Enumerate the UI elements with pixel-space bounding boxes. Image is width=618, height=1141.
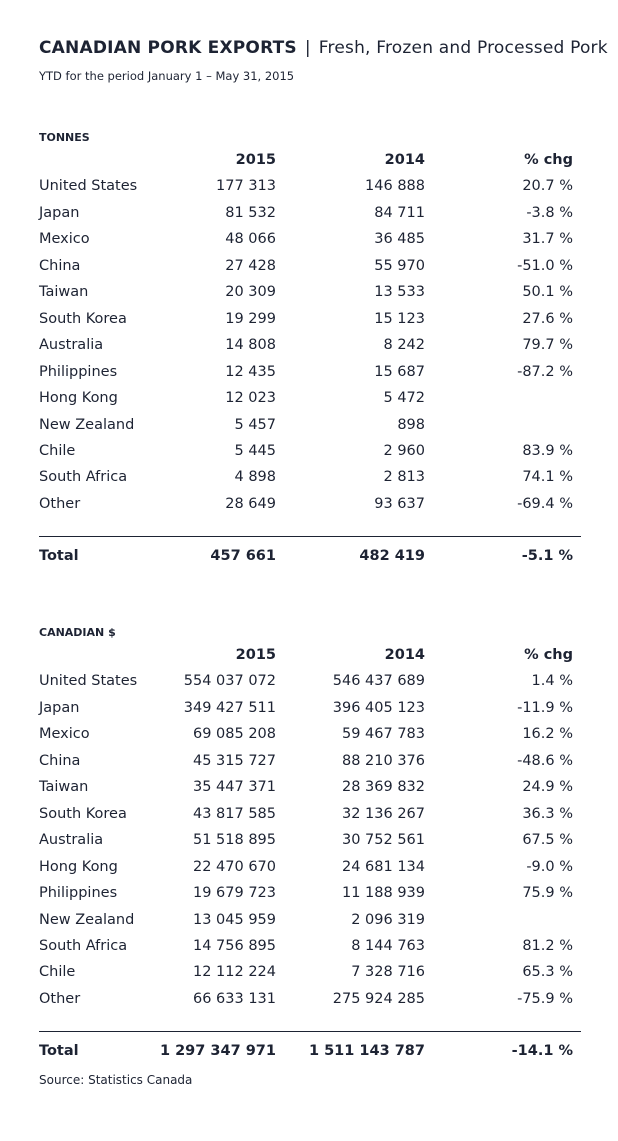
pct-chg-cell: 50.1 % — [522, 284, 573, 301]
pct-chg-cell: % chg — [524, 152, 573, 168]
value-2014-cell: 15 687 — [374, 363, 425, 380]
country-cell: China — [39, 257, 81, 274]
value-2014-cell: 1 511 143 787 — [308, 1043, 425, 1059]
value-2014-cell: 146 888 — [365, 178, 425, 195]
table-row — [39, 779, 581, 799]
table-header-row — [39, 647, 581, 667]
table-row — [39, 469, 581, 489]
value-2014-cell: 24 681 134 — [341, 858, 425, 875]
source-note: Source: Statistics Canada — [39, 1073, 193, 1087]
value-2015-cell: 19 299 — [225, 310, 276, 327]
table-row — [39, 311, 581, 331]
value-2015-cell: 19 679 723 — [192, 885, 276, 902]
value-2015-cell: 48 066 — [225, 231, 276, 248]
pct-chg-cell: -3.8 % — [526, 204, 573, 221]
country-cell: Mexico — [39, 231, 90, 248]
value-2014-cell: 88 210 376 — [341, 752, 425, 769]
table-row — [39, 673, 581, 693]
pct-chg-cell: 79.7 % — [522, 337, 573, 354]
title-separator: | — [304, 38, 311, 58]
value-2015-cell: 5 457 — [234, 416, 276, 433]
value-2015-cell: 177 313 — [216, 178, 276, 195]
country-cell: Chile — [39, 442, 76, 459]
country-cell: Taiwan — [39, 284, 89, 301]
value-2015-cell: 69 085 208 — [192, 726, 276, 743]
table-row — [39, 832, 581, 852]
value-2014-cell: 55 970 — [374, 257, 425, 274]
country-cell: Japan — [39, 699, 80, 716]
pct-chg-cell: 24.9 % — [522, 779, 573, 796]
value-2015-cell: 51 518 895 — [192, 832, 276, 849]
value-2015-cell: 554 037 072 — [183, 673, 276, 690]
country-cell: South Africa — [39, 937, 128, 954]
pct-chg-cell: -5.1 % — [521, 548, 573, 564]
total-divider — [39, 536, 581, 537]
table-row — [39, 337, 581, 357]
table-row — [39, 417, 581, 437]
page-title — [39, 38, 608, 58]
value-2014-cell: 396 405 123 — [332, 699, 425, 716]
country-cell: Other — [39, 990, 81, 1007]
country-cell: Philippines — [39, 885, 118, 902]
table-row — [39, 390, 581, 410]
value-2014-cell: 36 485 — [374, 231, 425, 248]
value-2014-cell: 7 328 716 — [351, 964, 425, 981]
value-2014-cell: 28 369 832 — [341, 779, 425, 796]
pct-chg-cell: 81.2 % — [522, 937, 573, 954]
value-2015-cell: 14 808 — [225, 337, 276, 354]
pct-chg-cell: -75.9 % — [517, 990, 573, 1007]
value-2015-cell: 20 309 — [225, 284, 276, 301]
table-row — [39, 806, 581, 826]
total-row — [39, 1043, 581, 1063]
value-2014-cell: 2 096 319 — [351, 911, 425, 928]
table-row — [39, 258, 581, 278]
value-2015-cell: 43 817 585 — [192, 805, 276, 822]
table-row — [39, 753, 581, 773]
pct-chg-cell: 75.9 % — [522, 885, 573, 902]
value-2014-cell: 2 960 — [383, 442, 425, 459]
value-2014-cell: 15 123 — [374, 310, 425, 327]
table-row — [39, 991, 581, 1011]
value-2014-cell: 30 752 561 — [341, 832, 425, 849]
value-2014-cell: 898 — [397, 416, 425, 433]
country-cell: United States — [39, 178, 138, 195]
value-2014-cell: 8 144 763 — [351, 937, 425, 954]
country-cell: Total — [39, 1043, 79, 1059]
pct-chg-cell: -87.2 % — [517, 363, 573, 380]
table-row — [39, 700, 581, 720]
pct-chg-cell: 83.9 % — [522, 442, 573, 459]
value-2015-cell: 12 435 — [225, 363, 276, 380]
value-2015-cell: 35 447 371 — [192, 779, 276, 796]
table-row — [39, 205, 581, 225]
value-2014-cell: 2014 — [384, 647, 425, 663]
country-cell: Hong Kong — [39, 858, 118, 875]
table-row — [39, 284, 581, 304]
country-cell: Hong Kong — [39, 390, 118, 407]
pct-chg-cell: -9.0 % — [526, 858, 573, 875]
value-2015-cell: 12 112 224 — [192, 964, 276, 981]
pct-chg-cell: 74.1 % — [522, 469, 573, 486]
value-2014-cell: 13 533 — [374, 284, 425, 301]
value-2014-cell: 5 472 — [383, 390, 425, 407]
dollars-section-label: CANADIAN $ — [39, 626, 116, 639]
value-2015-cell: 22 470 670 — [192, 858, 276, 875]
value-2014-cell: 2014 — [384, 152, 425, 168]
table-row — [39, 912, 581, 932]
country-cell: Taiwan — [39, 779, 89, 796]
value-2014-cell: 275 924 285 — [332, 990, 425, 1007]
country-cell: New Zealand — [39, 416, 135, 433]
pct-chg-cell: % chg — [524, 647, 573, 663]
value-2015-cell: 349 427 511 — [183, 699, 276, 716]
total-row — [39, 548, 581, 568]
value-2015-cell: 5 445 — [234, 442, 276, 459]
pct-chg-cell: -48.6 % — [517, 752, 573, 769]
country-cell: South Korea — [39, 805, 127, 822]
pct-chg-cell: 27.6 % — [522, 310, 573, 327]
pct-chg-cell: 20.7 % — [522, 178, 573, 195]
table-row — [39, 726, 581, 746]
value-2014-cell: 2 813 — [383, 469, 425, 486]
country-cell: Total — [39, 548, 79, 564]
value-2015-cell: 66 633 131 — [192, 990, 276, 1007]
country-cell: South Africa — [39, 469, 128, 486]
table-row — [39, 364, 581, 384]
country-cell: Japan — [39, 204, 80, 221]
table-row — [39, 496, 581, 516]
country-cell: China — [39, 752, 81, 769]
pct-chg-cell: -51.0 % — [517, 257, 573, 274]
value-2015-cell: 457 661 — [210, 548, 276, 564]
country-cell: Australia — [39, 337, 104, 354]
pct-chg-cell: 1.4 % — [531, 673, 573, 690]
pct-chg-cell: -11.9 % — [517, 699, 573, 716]
value-2015-cell: 2015 — [235, 647, 276, 663]
value-2015-cell: 2015 — [235, 152, 276, 168]
title-main: CANADIAN PORK EXPORTS — [39, 38, 297, 58]
country-cell: Mexico — [39, 726, 90, 743]
table-row — [39, 938, 581, 958]
value-2014-cell: 93 637 — [374, 495, 425, 512]
value-2014-cell: 11 188 939 — [341, 885, 425, 902]
value-2014-cell: 482 419 — [359, 548, 425, 564]
table-row — [39, 885, 581, 905]
country-cell: United States — [39, 673, 138, 690]
pct-chg-cell: 36.3 % — [522, 805, 573, 822]
country-cell: Other — [39, 495, 81, 512]
pct-chg-cell: -14.1 % — [511, 1043, 573, 1059]
table-row — [39, 231, 581, 251]
value-2014-cell: 84 711 — [374, 204, 425, 221]
table-row — [39, 964, 581, 984]
value-2015-cell: 13 045 959 — [192, 911, 276, 928]
pct-chg-cell: 67.5 % — [522, 832, 573, 849]
pct-chg-cell: -69.4 % — [517, 495, 573, 512]
table-header-row — [39, 152, 581, 172]
table-row — [39, 859, 581, 879]
tonnes-section-label: TONNES — [39, 131, 90, 144]
value-2015-cell: 4 898 — [234, 469, 276, 486]
total-divider — [39, 1031, 581, 1032]
period-subtitle: YTD for the period January 1 – May 31, 2015 — [39, 69, 295, 83]
pct-chg-cell: 16.2 % — [522, 726, 573, 743]
value-2014-cell: 59 467 783 — [341, 726, 425, 743]
value-2015-cell: 45 315 727 — [192, 752, 276, 769]
table-row — [39, 443, 581, 463]
value-2014-cell: 546 437 689 — [332, 673, 425, 690]
value-2015-cell: 1 297 347 971 — [159, 1043, 276, 1059]
value-2015-cell: 27 428 — [225, 257, 276, 274]
pct-chg-cell: 31.7 % — [522, 231, 573, 248]
country-cell: Australia — [39, 832, 104, 849]
title-sub: Fresh, Frozen and Processed Pork — [318, 38, 608, 58]
value-2014-cell: 8 242 — [383, 337, 425, 354]
table-row — [39, 178, 581, 198]
value-2015-cell: 28 649 — [225, 495, 276, 512]
value-2015-cell: 14 756 895 — [192, 937, 276, 954]
country-cell: Philippines — [39, 363, 118, 380]
value-2015-cell: 81 532 — [225, 204, 276, 221]
value-2015-cell: 12 023 — [225, 390, 276, 407]
value-2014-cell: 32 136 267 — [341, 805, 425, 822]
country-cell: New Zealand — [39, 911, 135, 928]
country-cell: Chile — [39, 964, 76, 981]
pct-chg-cell: 65.3 % — [522, 964, 573, 981]
country-cell: South Korea — [39, 310, 127, 327]
